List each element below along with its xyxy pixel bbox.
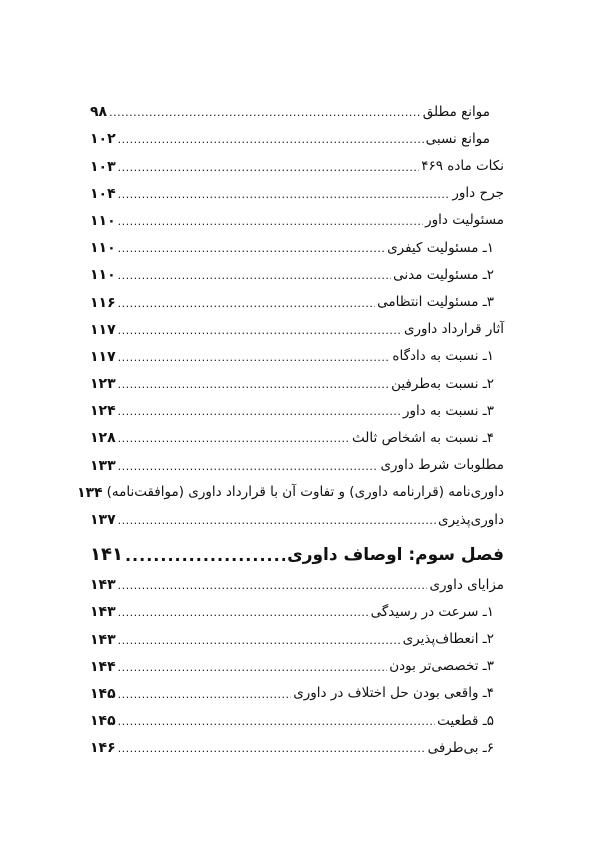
dot-leader	[118, 162, 420, 173]
toc-entry-title: ۳ـ تخصصی‌تر بودن	[389, 658, 494, 675]
toc-entry-title: ۲ـ مسئولیت مدنی	[393, 266, 494, 283]
toc-entry	[90, 728, 504, 755]
dot-leader	[118, 580, 428, 591]
toc-entry-title: جرح داور	[452, 185, 504, 202]
toc-page-number: ۱۲۳	[90, 376, 116, 393]
toc-page-number: ۱۲۴	[90, 403, 116, 420]
toc-entry-title: ۴ـ واقعی بودن حل اختلاف در داوری	[293, 685, 494, 702]
toc-entry-title: مزایای داوری	[429, 576, 504, 593]
toc-entry-title: ۳ـ مسئولیت انتظامی	[377, 294, 494, 310]
toc-page-number: ۱۲۸	[90, 430, 116, 447]
toc-entry	[90, 310, 504, 337]
toc-page-number: ۱۴۳	[90, 577, 116, 594]
dot-leader	[118, 662, 388, 673]
dot-leader	[118, 134, 424, 145]
toc-entry	[90, 337, 504, 364]
toc-entry-title: موانع مطلق	[422, 103, 490, 120]
toc-page-number: ۱۱۷	[90, 321, 116, 338]
toc-entry	[90, 364, 504, 391]
dot-leader	[118, 743, 426, 754]
toc-entry-title: ۶ـ بی‌طرفی	[427, 739, 494, 756]
dot-leader	[118, 461, 379, 472]
dot-leader	[118, 216, 424, 227]
toc-entry	[90, 201, 504, 228]
toc-page-number: ۱۰۴	[90, 185, 116, 202]
toc-entry-title: داوری‌پذیری	[438, 511, 504, 528]
toc-page-number: ۱۱۰	[90, 212, 116, 229]
dot-leader	[118, 298, 376, 309]
toc-entry	[90, 146, 504, 173]
toc-entry-title: ۳ـ نسبت به داور	[402, 402, 494, 419]
toc-page-number: ۱۱۷	[90, 348, 116, 365]
dot-leader	[118, 189, 451, 200]
toc-page-number: ۱۴۶	[90, 740, 116, 757]
table-of-contents	[76, 92, 504, 757]
toc-entry-title: آثار قرارداد داوری	[403, 321, 504, 338]
toc-entry	[90, 445, 504, 472]
dot-leader	[118, 607, 369, 618]
toc-entry-title: ۱ـ نسبت به دادگاه	[392, 348, 494, 365]
dot-leader	[109, 107, 421, 118]
toc-entry-title: داوری‌نامه (قرارنامه داوری) و تفاوت آن با قرارداد داوری (موافقت‌نامه)	[106, 484, 504, 501]
toc-chapter-heading	[90, 531, 504, 564]
toc-entry	[90, 500, 504, 527]
dot-leader	[118, 406, 401, 417]
toc-entry	[90, 119, 504, 146]
dot-leader	[118, 243, 385, 254]
dot-leader	[118, 635, 401, 646]
toc-entry	[90, 228, 504, 255]
toc-entry-title: نکات ماده ۴۶۹	[421, 158, 504, 175]
toc-entry	[90, 255, 504, 282]
toc-entry-title: ۴ـ نسبت به اشخاص ثالث	[352, 429, 494, 446]
toc-entry	[90, 619, 504, 646]
toc-entry-title: ۲ـ نسبت به‌طرفین	[391, 375, 494, 392]
toc-page-number: ۱۳۳	[90, 457, 116, 474]
toc-entry	[90, 174, 504, 201]
toc-entry-title: فصل سوم: اوصاف داوری	[287, 545, 504, 565]
dot-leader	[118, 515, 436, 526]
toc-entry-title: مطلوبات شرط داوری	[380, 457, 504, 474]
toc-page-number: ۱۴۴	[90, 658, 116, 675]
toc-page-number: ۱۱۰	[90, 240, 116, 257]
toc-page-number: ۱۴۳	[90, 604, 116, 621]
toc-entry	[90, 92, 504, 119]
dot-leader	[118, 433, 350, 444]
toc-entry	[76, 473, 504, 501]
toc-entry	[90, 282, 504, 309]
toc-entry	[90, 647, 504, 674]
dot-leader	[118, 379, 389, 390]
toc-entry	[90, 391, 504, 418]
toc-entry-title: ۱ـ مسئولیت کیفری	[387, 239, 494, 256]
toc-entry-title: مسئولیت داور	[425, 212, 504, 229]
toc-page-number: ۱۰۳	[90, 158, 116, 175]
toc-page-number: ۱۳۷	[90, 512, 116, 528]
toc-page-number: ۱۳۴	[76, 484, 103, 501]
dot-leader	[118, 270, 391, 281]
toc-entry	[90, 592, 504, 619]
toc-page-number: ۹۸	[90, 104, 108, 121]
toc-entry-title: ۱ـ سرعت در رسیدگی	[370, 603, 494, 620]
toc-entry	[90, 565, 504, 592]
toc-page-number: ۱۴۵	[90, 685, 116, 702]
toc-page-number: ۱۰۲	[90, 131, 116, 148]
toc-entry	[90, 674, 504, 701]
toc-page-number: ۱۴۵	[90, 713, 116, 730]
toc-page-number: ۱۱۰	[90, 267, 116, 284]
dot-leader	[118, 325, 402, 336]
toc-page-number: ۱۱۶	[90, 294, 116, 311]
toc-entry-title: موانع نسبی	[425, 130, 490, 147]
toc-entry-title: ۵ـ قطعیت	[437, 712, 494, 729]
toc-page-number: ۱۴۳	[90, 631, 116, 648]
toc-page-number: ۱۴۱	[90, 544, 123, 565]
toc-entry	[90, 418, 504, 445]
dot-leader	[125, 548, 285, 564]
toc-entry-title: ۲ـ انعطاف‌پذیری	[402, 631, 494, 648]
dot-leader	[118, 689, 292, 700]
dot-leader	[118, 352, 391, 363]
dot-leader	[118, 716, 435, 727]
toc-entry	[90, 701, 504, 728]
